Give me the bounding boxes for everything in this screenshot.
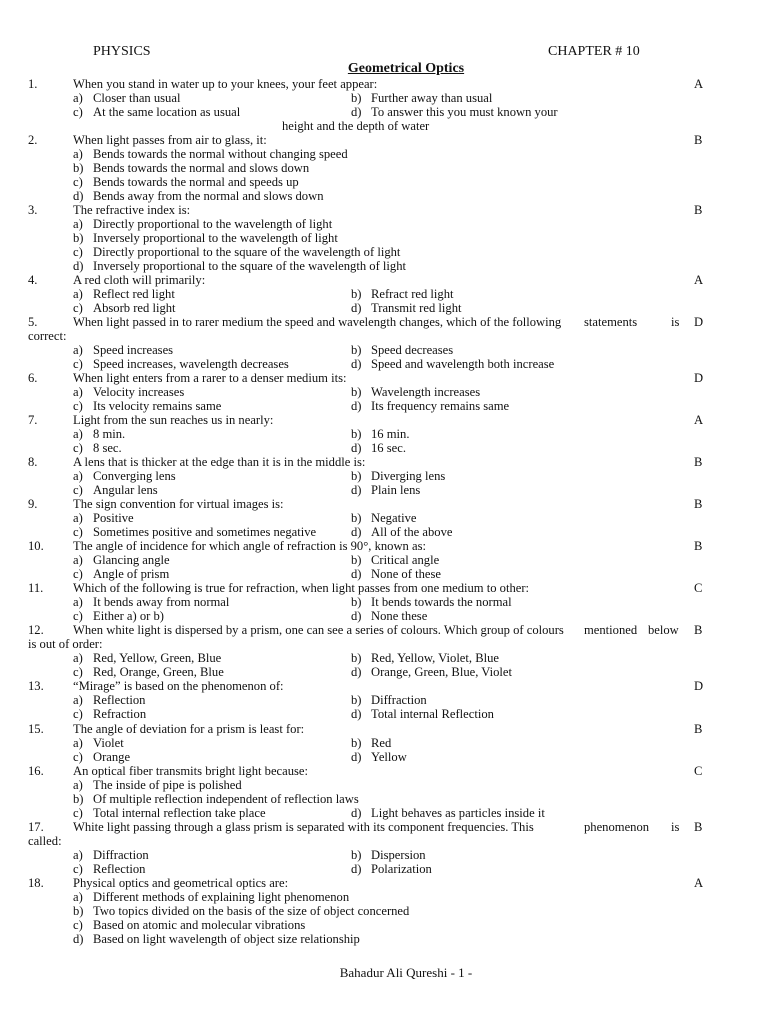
question-17 <box>0 820 768 834</box>
option-b: b) Critical angle <box>351 553 440 567</box>
option-b: b) Inversely proportional to the wavelength of light <box>73 231 338 245</box>
option-c: c) Absorb red light <box>73 301 176 315</box>
question-8 <box>0 455 768 469</box>
question-stem: Light from the sun reaches us in nearly: <box>73 413 274 427</box>
answer-key: A <box>694 413 704 427</box>
question-7 <box>0 413 768 427</box>
header-subject: PHYSICS <box>93 44 151 59</box>
option-d: d) To answer this you must known your <box>351 105 558 119</box>
option-c: c) Speed increases, wavelength decreases <box>73 357 289 371</box>
option-a: a) 8 min. <box>73 427 126 441</box>
question-6 <box>0 371 768 385</box>
question-stem: “Mirage” is based on the phenomenon of: <box>73 679 284 693</box>
option-d: d) Orange, Green, Blue, Violet <box>351 665 512 679</box>
option-c: c) Its velocity remains same <box>73 399 222 413</box>
answer-key: A <box>694 876 704 890</box>
answer-key: C <box>694 764 703 778</box>
option-c: c) Angle of prism <box>73 567 170 581</box>
option-b: b) It bends towards the normal <box>351 595 512 609</box>
option-a: a) Different methods of explaining light phenomenon <box>73 890 350 904</box>
justified-word: is <box>671 315 680 329</box>
question-5 <box>0 315 768 329</box>
option-a: a) Red, Yellow, Green, Blue <box>73 651 222 665</box>
question-number: 11. <box>28 581 44 595</box>
question-stem: Which of the following is true for refraction, when light passes from one medium to other: <box>73 581 530 595</box>
question-stem: When light passed in to rarer medium the speed and wavelength changes, which of the following <box>73 315 562 329</box>
question-stem: The sign convention for virtual images is: <box>73 497 284 511</box>
question-10 <box>0 539 768 553</box>
question-stem: The refractive index is: <box>73 203 191 217</box>
option-a: a) It bends away from normal <box>73 595 230 609</box>
option-a: a) Reflect red light <box>73 287 175 301</box>
question-number: 7. <box>28 413 38 427</box>
answer-key: B <box>694 539 703 553</box>
answer-key: A <box>694 273 704 287</box>
answer-key: B <box>694 722 703 736</box>
answer-key: B <box>694 133 703 147</box>
option-a: a) Speed increases <box>73 343 174 357</box>
justified-word: phenomenon <box>584 820 650 834</box>
question-number: 5. <box>28 315 38 329</box>
question-stem: The angle of incidence for which angle of refraction is 90°, known as: <box>73 539 426 553</box>
option-d: d) Polarization <box>351 862 432 876</box>
answer-key: D <box>694 315 704 329</box>
justified-word: statements <box>584 315 638 329</box>
justified-word: is <box>671 820 680 834</box>
option-c: c) Reflection <box>73 862 146 876</box>
option-b: b) Bends towards the normal and slows down <box>73 161 310 175</box>
option-d: d) Plain lens <box>351 483 421 497</box>
question-number: 12. <box>28 623 44 637</box>
answer-key: B <box>694 820 703 834</box>
question-number: 13. <box>28 679 44 693</box>
question-stem: A red cloth will primarily: <box>73 273 206 287</box>
option-d: d) All of the above <box>351 525 453 539</box>
option-d: d) None of these <box>351 567 441 581</box>
option-a: a) Reflection <box>73 693 146 707</box>
question-stem: When light enters from a rarer to a denser medium its: <box>73 371 347 385</box>
header-chapter: CHAPTER # 10 <box>548 44 640 59</box>
question-stem: White light passing through a glass prism is separated with its component frequencies. This <box>73 820 534 834</box>
question-stem-continued: is out of order: <box>28 637 103 651</box>
answer-key: B <box>694 455 703 469</box>
question-number: 10. <box>28 539 44 553</box>
option-b: b) Red <box>351 736 392 750</box>
question-stem: A lens that is thicker at the edge than it is in the middle is: <box>73 455 366 469</box>
question-number: 3. <box>28 203 38 217</box>
option-b: b) Red, Yellow, Violet, Blue <box>351 651 499 665</box>
option-d: d) Light behaves as particles inside it <box>351 806 545 820</box>
option-a: a) Glancing angle <box>73 553 170 567</box>
option-d: d) Total internal Reflection <box>351 707 494 721</box>
option-b: b) Diffraction <box>351 693 427 707</box>
option-d: d) 16 sec. <box>351 441 406 455</box>
option-c: c) Directly proportional to the square of the wavelength of light <box>73 245 401 259</box>
option-c: c) Refraction <box>73 707 147 721</box>
answer-key: B <box>694 623 703 637</box>
option-b: b) Of multiple reflection independent of reflection laws <box>73 792 359 806</box>
question-stem: When you stand in water up to your knees, your feet appear: <box>73 77 378 91</box>
justified-word: below <box>648 623 679 637</box>
option-a: a) Velocity increases <box>73 385 185 399</box>
option-c: c) Either a) or b) <box>73 609 164 623</box>
question-stem: Physical optics and geometrical optics are: <box>73 876 289 890</box>
option-c: c) 8 sec. <box>73 441 122 455</box>
option-b: b) Diverging lens <box>351 469 446 483</box>
question-3 <box>0 203 768 217</box>
answer-key: B <box>694 497 703 511</box>
answer-key: B <box>694 203 703 217</box>
question-number: 8. <box>28 455 38 469</box>
question-13 <box>0 679 768 693</box>
question-11 <box>0 581 768 595</box>
option-a: a) Bends towards the normal without changing speed <box>73 147 348 161</box>
option-b: b) 16 min. <box>351 427 410 441</box>
question-15 <box>0 722 768 736</box>
question-stem: The angle of deviation for a prism is least for: <box>73 722 305 736</box>
option-d: d) Bends away from the normal and slows down <box>73 189 324 203</box>
justified-word: mentioned <box>584 623 638 637</box>
option-b: b) Speed decreases <box>351 343 454 357</box>
question-number: 4. <box>28 273 38 287</box>
option-a: a) Directly proportional to the wavelength of light <box>73 217 333 231</box>
answer-key: A <box>694 77 704 91</box>
question-number: 2. <box>28 133 38 147</box>
question-9 <box>0 497 768 511</box>
question-number: 1. <box>28 77 38 91</box>
option-b: b) Further away than usual <box>351 91 493 105</box>
option-a: a) The inside of pipe is polished <box>73 778 242 792</box>
answer-key: C <box>694 581 703 595</box>
question-stem: When white light is dispersed by a prism, one can see a series of colours. Which group of colours <box>73 623 564 637</box>
option-d: d) Inversely proportional to the square of the wavelength of light <box>73 259 407 273</box>
question-4 <box>0 273 768 287</box>
question-number: 16. <box>28 764 44 778</box>
answer-key: D <box>694 679 704 693</box>
question-number: 9. <box>28 497 38 511</box>
option-c: c) At the same location as usual <box>73 105 241 119</box>
option-b: b) Negative <box>351 511 417 525</box>
option-d: d) Transmit red light <box>351 301 462 315</box>
question-2 <box>0 133 768 147</box>
option-c: c) Sometimes positive and sometimes negative <box>73 525 317 539</box>
option-d: d) Speed and wavelength both increase <box>351 357 555 371</box>
option-d: d) Based on light wavelength of object size relationship <box>73 932 360 946</box>
option-c: c) Based on atomic and molecular vibrations <box>73 918 306 932</box>
option-a: a) Closer than usual <box>73 91 181 105</box>
option-c: c) Orange <box>73 750 131 764</box>
question-stem-continued: correct: <box>28 329 67 343</box>
page-title: Geometrical Optics <box>347 61 465 76</box>
question-1 <box>0 77 768 91</box>
option-d: d) None these <box>351 609 428 623</box>
question-number: 6. <box>28 371 38 385</box>
option-b: b) Wavelength increases <box>351 385 481 399</box>
option-a: a) Diffraction <box>73 848 149 862</box>
question-16 <box>0 764 768 778</box>
question-stem: An optical fiber transmits bright light because: <box>73 764 309 778</box>
option-a: a) Positive <box>73 511 134 525</box>
question-stem-continued: called: <box>28 834 62 848</box>
question-number: 18. <box>28 876 44 890</box>
option-a: a) Violet <box>73 736 124 750</box>
option-c: c) Red, Orange, Green, Blue <box>73 665 224 679</box>
question-18 <box>0 876 768 890</box>
page-footer: Bahadur Ali Qureshi - 1 - <box>339 965 473 980</box>
question-number: 17. <box>28 820 44 834</box>
option-b: b) Dispersion <box>351 848 426 862</box>
option-c: c) Total internal reflection take place <box>73 806 266 820</box>
question-12 <box>0 623 768 637</box>
question-number: 15. <box>28 722 44 736</box>
option-a: a) Converging lens <box>73 469 176 483</box>
option-d: d) Its frequency remains same <box>351 399 510 413</box>
option-b: b) Two topics divided on the basis of the size of object concerned <box>73 904 410 918</box>
option-c: c) Angular lens <box>73 483 158 497</box>
option-c: c) Bends towards the normal and speeds up <box>73 175 299 189</box>
option-d: d) Yellow <box>351 750 407 764</box>
option-d-continued: height and the depth of water <box>282 119 430 133</box>
answer-key: D <box>694 371 704 385</box>
question-stem: When light passes from air to glass, it: <box>73 133 267 147</box>
option-b: b) Refract red light <box>351 287 454 301</box>
